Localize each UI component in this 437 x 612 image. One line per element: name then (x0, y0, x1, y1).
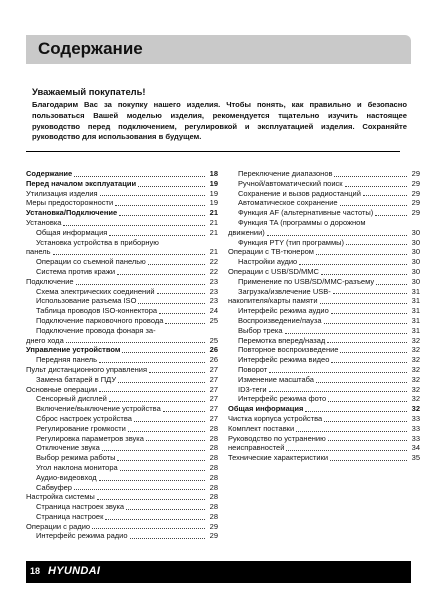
toc-entry (26, 287, 218, 297)
toc-entry-page: 28 (209, 502, 218, 512)
toc-entry (26, 326, 218, 336)
toc-entry-label: Выбор режима работы (36, 453, 116, 463)
toc-entry (228, 443, 420, 453)
toc-entry-label: Загрузка/извлечение USB- (238, 286, 331, 296)
toc-entry-label: Переключение диапазонов (238, 169, 333, 178)
toc-leader-dots (316, 381, 407, 383)
toc-entry-label: ID3-теги (238, 384, 267, 394)
toc-entry (228, 277, 420, 287)
toc-leader-dots (118, 381, 205, 383)
toc-entry-page: 29 (411, 178, 420, 188)
toc-entry-page: 30 (411, 276, 420, 286)
toc-leader-dots (157, 292, 205, 294)
toc-entry-page: 31 (411, 306, 420, 316)
toc-entry-page: 25 (209, 335, 218, 345)
toc-entry-page: 32 (411, 345, 420, 355)
toc-entry (228, 394, 420, 404)
toc-entry-label: Страница настроек звука (36, 502, 125, 512)
intro-heading: Уважаемый покупатель! (32, 86, 146, 97)
toc-entry (26, 385, 218, 395)
toc-entry-label: Функция TA (программы о дорожном (238, 217, 366, 227)
toc-entry-page: 29 (209, 531, 218, 541)
toc-leader-dots (105, 518, 205, 520)
toc-entry (26, 306, 218, 316)
toc-leader-dots (334, 175, 407, 177)
toc-entry (26, 238, 218, 248)
toc-entry (26, 375, 218, 385)
toc-entry-label: Содержание (26, 169, 73, 178)
title-band (26, 35, 411, 64)
toc-entry-label: Управление устройством (26, 345, 121, 355)
toc-entry-page: 32 (411, 394, 420, 404)
toc-leader-dots (321, 273, 407, 275)
toc-entry (228, 404, 420, 414)
toc-leader-dots (296, 430, 407, 432)
toc-entry-label: Чистка корпуса устройства (228, 413, 323, 423)
toc-right-column (228, 169, 420, 463)
toc-entry (26, 512, 218, 522)
toc-entry-page: 27 (209, 384, 218, 394)
toc-leader-dots (159, 312, 205, 314)
toc-leader-dots (345, 185, 407, 187)
toc-entry-label: Интерфейс режима фото (238, 394, 327, 404)
toc-leader-dots (269, 371, 407, 373)
toc-entry-page: 19 (209, 198, 218, 208)
toc-left-column (26, 169, 218, 541)
toc-entry-label: Интерфейс режима радио (36, 531, 128, 541)
toc-entry (26, 502, 218, 512)
toc-entry (26, 277, 218, 287)
toc-entry-page: 28 (209, 472, 218, 482)
toc-entry-label: Схема электрических соединений (36, 286, 155, 296)
toc-entry-label: Функция PTY (тип программы) (238, 237, 344, 247)
toc-entry-page: 28 (209, 433, 218, 443)
toc-entry-label: Аудио-видеовход (36, 472, 97, 482)
toc-leader-dots (324, 322, 407, 324)
toc-leader-dots (119, 214, 205, 216)
toc-entry (26, 473, 218, 483)
toc-entry (228, 179, 420, 189)
toc-entry (228, 228, 420, 238)
toc-entry (26, 531, 218, 541)
toc-entry-page: 28 (209, 443, 218, 453)
toc-leader-dots (130, 537, 205, 539)
toc-entry (26, 453, 218, 463)
toc-entry-label: Передняя панель (36, 355, 98, 365)
toc-entry-page: 31 (411, 315, 420, 325)
toc-entry-label: Автоматическое сохранение (238, 198, 338, 208)
toc-entry-label: Воспроизведение/пауза (238, 315, 322, 325)
toc-entry (228, 316, 420, 326)
toc-leader-dots (109, 234, 205, 236)
toc-entry-page: 25 (209, 315, 218, 325)
toc-entry-page: 22 (209, 266, 218, 276)
toc-entry-label: Общая информация (36, 227, 108, 237)
toc-entry-page: 23 (209, 286, 218, 296)
toc-entry-label: Пульт дистанционного управления (26, 364, 148, 374)
toc-leader-dots (122, 351, 205, 353)
toc-entry (228, 198, 420, 208)
toc-entry (228, 424, 420, 434)
toc-entry (228, 434, 420, 444)
toc-entry-label: Подключение (26, 276, 74, 286)
toc-leader-dots (331, 312, 407, 314)
toc-entry-label: Установка устройства в приборную (36, 237, 159, 247)
toc-leader-dots (126, 508, 205, 510)
toc-entry (26, 365, 218, 375)
toc-leader-dots (115, 204, 205, 206)
toc-entry-label: Комплект поставки (228, 423, 295, 433)
toc-entry-label: Общая информация (228, 404, 304, 414)
toc-leader-dots (327, 341, 407, 343)
toc-entry-page: 31 (411, 325, 420, 335)
toc-entry-page: 23 (209, 276, 218, 286)
toc-leader-dots (53, 253, 205, 255)
toc-entry (228, 355, 420, 365)
toc-leader-dots (286, 449, 407, 451)
toc-entry-label: Утилизация изделия (26, 188, 98, 198)
toc-entry-page: 30 (411, 247, 420, 257)
toc-entry (228, 247, 420, 257)
toc-entry-page: 32 (411, 364, 420, 374)
toc-entry (228, 257, 420, 267)
toc-entry-page: 27 (209, 374, 218, 384)
toc-entry-page: 29 (411, 198, 420, 208)
toc-leader-dots (99, 479, 205, 481)
toc-leader-dots (138, 185, 205, 187)
toc-entry (26, 316, 218, 326)
toc-entry (228, 375, 420, 385)
toc-entry (26, 189, 218, 199)
toc-entry (26, 345, 218, 355)
toc-entry-label: Интерфейс режима видео (238, 355, 330, 365)
toc-entry-label: Выбор трека (238, 325, 283, 335)
toc-leader-dots (117, 459, 205, 461)
toc-entry-page: 27 (209, 404, 218, 414)
toc-entry-label: Операции с USB/SD/MMC (228, 266, 319, 276)
toc-leader-dots (316, 253, 407, 255)
toc-entry-label: Применение по USB/SD/MMC-разъему (238, 276, 375, 286)
toc-entry-label: Угол наклона монитора (36, 462, 118, 472)
toc-entry-label: Подключение провода фонаря за- (36, 325, 156, 335)
toc-entry-page: 32 (411, 384, 420, 394)
toc-entry-page: 33 (411, 433, 420, 443)
toc-entry-page: 31 (411, 296, 420, 306)
toc-leader-dots (299, 263, 407, 265)
toc-entry-label: Изменение масштаба (238, 374, 314, 384)
toc-entry (26, 336, 218, 346)
toc-entry (26, 169, 218, 179)
toc-entry-page: 30 (411, 237, 420, 247)
toc-leader-dots (99, 390, 205, 392)
toc-entry (228, 287, 420, 297)
toc-leader-dots (163, 410, 205, 412)
toc-entry-page: 31 (411, 286, 420, 296)
toc-entry-label: накопителя/карты памяти (228, 296, 318, 306)
toc-entry (26, 228, 218, 238)
toc-entry (26, 179, 218, 189)
toc-leader-dots (102, 449, 205, 451)
toc-entry-label: Настройка системы (26, 492, 95, 502)
toc-entry (26, 522, 218, 532)
toc-entry-page: 27 (209, 364, 218, 374)
toc-entry-page: 18 (209, 169, 218, 178)
toc-leader-dots (92, 527, 205, 529)
toc-entry-page: 29 (411, 208, 420, 218)
toc-entry-label: панель (26, 247, 51, 257)
toc-leader-dots (324, 420, 407, 422)
toc-entry-label: Руководство по устранению (228, 433, 326, 443)
toc-entry (26, 424, 218, 434)
toc-entry (228, 345, 420, 355)
toc-leader-dots (128, 430, 205, 432)
toc-entry-page: 30 (411, 257, 420, 267)
toc-entry-page: 19 (209, 178, 218, 188)
toc-entry-page: 33 (411, 423, 420, 433)
toc-leader-dots (97, 498, 205, 500)
toc-entry (26, 463, 218, 473)
toc-entry-page: 28 (209, 511, 218, 521)
toc-entry-page: 34 (411, 443, 420, 453)
toc-entry-page: 21 (209, 227, 218, 237)
toc-entry-label: Сенсорный дисплей (36, 394, 107, 404)
toc-leader-dots (134, 420, 205, 422)
toc-leader-dots (138, 302, 205, 304)
toc-leader-dots (66, 341, 205, 343)
toc-entry (228, 414, 420, 424)
toc-entry-label: Поворот (238, 364, 268, 374)
toc-entry-label: Сохранение и вызов радиостанций (238, 188, 361, 198)
toc-entry-page: 29 (411, 188, 420, 198)
toc-entry-label: неисправностей (228, 443, 285, 453)
toc-entry (228, 385, 420, 395)
toc-leader-dots (117, 273, 205, 275)
toc-entry-page: 28 (209, 453, 218, 463)
toc-leader-dots (376, 283, 407, 285)
toc-entry-page: 28 (209, 423, 218, 433)
toc-entry-label: Операции с TB-тюнером (228, 247, 314, 257)
toc-leader-dots (99, 361, 205, 363)
toc-entry (26, 267, 218, 277)
toc-entry-page: 21 (209, 217, 218, 227)
toc-entry-page: 28 (209, 492, 218, 502)
toc-entry (26, 218, 218, 228)
toc-entry-page: 29 (411, 169, 420, 178)
toc-leader-dots (285, 332, 407, 334)
toc-entry-page: 32 (411, 404, 420, 414)
toc-entry-label: Установка (26, 217, 62, 227)
toc-entry-label: Операции со съемной панелью (36, 257, 146, 267)
toc-entry-page: 28 (209, 462, 218, 472)
toc-entry-label: движении) (228, 227, 265, 237)
toc-entry (26, 443, 218, 453)
toc-entry-label: Система против кражи (36, 266, 116, 276)
toc-entry-label: Установка/Подключение (26, 208, 118, 218)
toc-entry-label: Технические характеристики (228, 453, 329, 463)
toc-entry (26, 483, 218, 493)
toc-entry-page: 26 (209, 345, 218, 355)
brand-logo: HYUNDAI (48, 565, 101, 577)
toc-leader-dots (76, 283, 205, 285)
toc-entry (228, 267, 420, 277)
toc-leader-dots (328, 439, 407, 441)
toc-entry-page: 21 (209, 247, 218, 257)
toc-entry-label: Страница настроек (36, 511, 104, 521)
toc-entry (228, 365, 420, 375)
toc-entry (26, 355, 218, 365)
toc-entry-label: Основные операции (26, 384, 98, 394)
toc-leader-dots (109, 400, 205, 402)
toc-entry (228, 453, 420, 463)
toc-entry-label: Использование разъема ISO (36, 296, 137, 306)
toc-entry (26, 414, 218, 424)
toc-leader-dots (63, 224, 205, 226)
toc-entry-label: Подключение парковочного провода (36, 315, 164, 325)
toc-entry-label: Регулирование громкости (36, 423, 126, 433)
toc-leader-dots (328, 400, 407, 402)
toc-entry (26, 394, 218, 404)
toc-entry-label: Интерфейс режима аудио (238, 306, 329, 316)
toc-entry-page: 30 (411, 227, 420, 237)
divider (26, 151, 400, 152)
toc-entry-page: 32 (411, 335, 420, 345)
footer-bar (26, 561, 411, 583)
toc-entry (26, 208, 218, 218)
toc-leader-dots (320, 302, 407, 304)
toc-entry-label: Включение/выключение устройства (36, 404, 161, 414)
toc-leader-dots (146, 439, 205, 441)
toc-entry-label: Перед началом эксплуатации (26, 178, 137, 188)
toc-leader-dots (363, 194, 407, 196)
toc-leader-dots (267, 234, 407, 236)
toc-entry-label: Настройки аудио (238, 257, 298, 267)
toc-leader-dots (165, 322, 205, 324)
toc-entry-page: 32 (411, 374, 420, 384)
toc-entry (228, 218, 420, 228)
toc-entry-label: Таблица проводов ISO-коннектора (36, 306, 158, 316)
toc-entry-label: Меры предосторожности (26, 198, 114, 208)
toc-leader-dots (149, 371, 205, 373)
toc-leader-dots (375, 214, 407, 216)
toc-entry-page: 32 (411, 355, 420, 365)
toc-entry-page: 26 (209, 355, 218, 365)
toc-entry-page: 35 (411, 453, 420, 463)
toc-entry-label: Отключение звука (36, 443, 100, 453)
toc-entry (26, 492, 218, 502)
toc-entry (228, 296, 420, 306)
toc-leader-dots (333, 292, 407, 294)
toc-entry-page: 21 (209, 208, 218, 218)
toc-entry (228, 306, 420, 316)
toc-entry-page: 28 (209, 482, 218, 492)
toc-entry-label: днего хода (26, 335, 64, 345)
toc-entry-label: Сабвуфер (36, 482, 72, 492)
toc-entry (228, 336, 420, 346)
toc-leader-dots (331, 361, 407, 363)
toc-entry-label: Повторное воспроизведение (238, 345, 339, 355)
toc-entry-page: 30 (411, 266, 420, 276)
intro-block (32, 86, 407, 143)
toc-entry-page: 23 (209, 296, 218, 306)
toc-leader-dots (74, 488, 205, 490)
toc-entry-page: 33 (411, 413, 420, 423)
toc-leader-dots (346, 243, 407, 245)
toc-entry (26, 434, 218, 444)
toc-entry (228, 169, 420, 179)
toc-entry-label: Ручной/автоматический поиск (238, 178, 343, 188)
toc-entry (228, 208, 420, 218)
toc-entry-label: Перемотка вперед/назад (238, 335, 326, 345)
toc-leader-dots (100, 194, 205, 196)
toc-leader-dots (269, 390, 407, 392)
toc-leader-dots (330, 459, 407, 461)
toc-entry (26, 257, 218, 267)
toc-entry (26, 247, 218, 257)
toc-entry (228, 238, 420, 248)
toc-entry-page: 24 (209, 306, 218, 316)
toc-entry-page: 27 (209, 394, 218, 404)
toc-entry-page: 27 (209, 413, 218, 423)
toc-entry (26, 404, 218, 414)
intro-text: Благодарим Вас за покупку нашего изделия. Чтобы понять, как правильно и безопасно пользоваться Вашей моделью изделия, рекомендуется тщательно изучить настоящее руководство перед подключением, регулировкой и эксплуатацией изделия. Сохраняйте руководство для использования в будущем. (32, 100, 407, 142)
page-number: 18 (30, 566, 41, 576)
toc-entry (228, 189, 420, 199)
toc-leader-dots (148, 263, 205, 265)
toc-entry-label: Операции с радио (26, 521, 91, 531)
toc-entry (26, 198, 218, 208)
toc-entry (228, 326, 420, 336)
toc-entry-page: 22 (209, 257, 218, 267)
toc-entry-page: 19 (209, 188, 218, 198)
toc-leader-dots (340, 351, 407, 353)
toc-entry-label: Сброс настроек устройства (36, 413, 132, 423)
toc-entry-page: 29 (209, 521, 218, 531)
page-title: Содержание (38, 39, 143, 58)
toc-entry (26, 296, 218, 306)
toc-entry-label: Регулировка параметров звука (36, 433, 144, 443)
toc-entry-label: Функция AF (альтернативные частоты) (238, 208, 374, 218)
toc-entry-label: Замена батарей в ПДУ (36, 374, 117, 384)
toc-leader-dots (340, 204, 407, 206)
toc-leader-dots (305, 410, 407, 412)
toc-leader-dots (74, 175, 205, 177)
toc-leader-dots (120, 469, 205, 471)
